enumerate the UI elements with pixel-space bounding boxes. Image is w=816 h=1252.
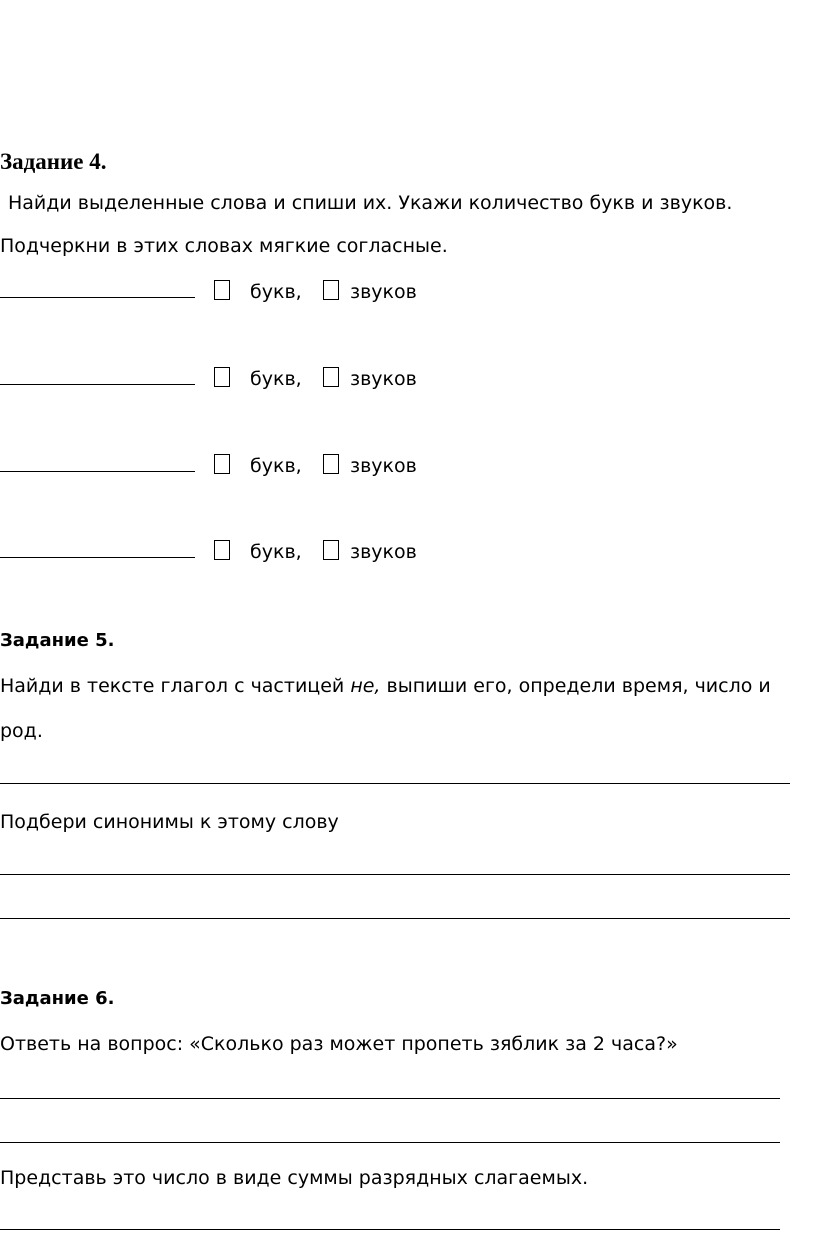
sounds-count-box[interactable] <box>323 280 339 300</box>
task4-title: Задание 4. <box>0 149 107 174</box>
synonyms-prompt: Подбери синонимы к этому слову <box>0 811 339 833</box>
synonyms-answer-line[interactable] <box>0 918 790 919</box>
letters-label: букв, <box>250 541 302 563</box>
sounds-label: звуков <box>350 368 417 390</box>
task6-title: Задание 6. <box>0 988 115 1009</box>
letters-count-box[interactable] <box>214 540 230 560</box>
task5-instruction-part1: Найди в тексте глагол с частицей <box>0 675 351 697</box>
word-answer-line[interactable] <box>0 471 195 472</box>
sum-answer-line[interactable] <box>0 1229 780 1230</box>
sounds-label: звуков <box>350 541 417 563</box>
task5-title: Задание 5. <box>0 630 115 651</box>
task5-instruction <box>0 674 771 698</box>
question-answer-line[interactable] <box>0 1142 780 1143</box>
task5-instruction-italic: не, <box>350 675 381 697</box>
sum-prompt: Представь это число в виде суммы разрядных слагаемых. <box>0 1167 589 1189</box>
letters-count-box[interactable] <box>214 454 230 474</box>
letters-count-box[interactable] <box>214 367 230 387</box>
letters-label: букв, <box>250 368 302 390</box>
task4-instruction-1: Найди выделенные слова и спиши их. Укажи количество букв и звуков. <box>8 192 733 214</box>
letters-label: букв, <box>250 281 302 303</box>
sounds-count-box[interactable] <box>323 540 339 560</box>
word-answer-line[interactable] <box>0 557 195 558</box>
task5-instruction-part2: выпиши его, определи время, число и <box>380 675 771 697</box>
sounds-count-box[interactable] <box>323 454 339 474</box>
synonyms-answer-line[interactable] <box>0 874 790 875</box>
question-answer-line[interactable] <box>0 1098 780 1099</box>
sounds-count-box[interactable] <box>323 367 339 387</box>
word-answer-line[interactable] <box>0 297 195 298</box>
task6-question: Ответь на вопрос: «Сколько раз может пропеть зяблик за 2 часа?» <box>0 1033 678 1055</box>
word-answer-line[interactable] <box>0 384 195 385</box>
verb-answer-line[interactable] <box>0 783 790 784</box>
task5-instruction-line2: род. <box>0 720 43 742</box>
task4-instruction-2: Подчеркни в этих словах мягкие согласные. <box>0 235 448 257</box>
letters-label: букв, <box>250 455 302 477</box>
letters-count-box[interactable] <box>214 280 230 300</box>
sounds-label: звуков <box>350 281 417 303</box>
sounds-label: звуков <box>350 455 417 477</box>
